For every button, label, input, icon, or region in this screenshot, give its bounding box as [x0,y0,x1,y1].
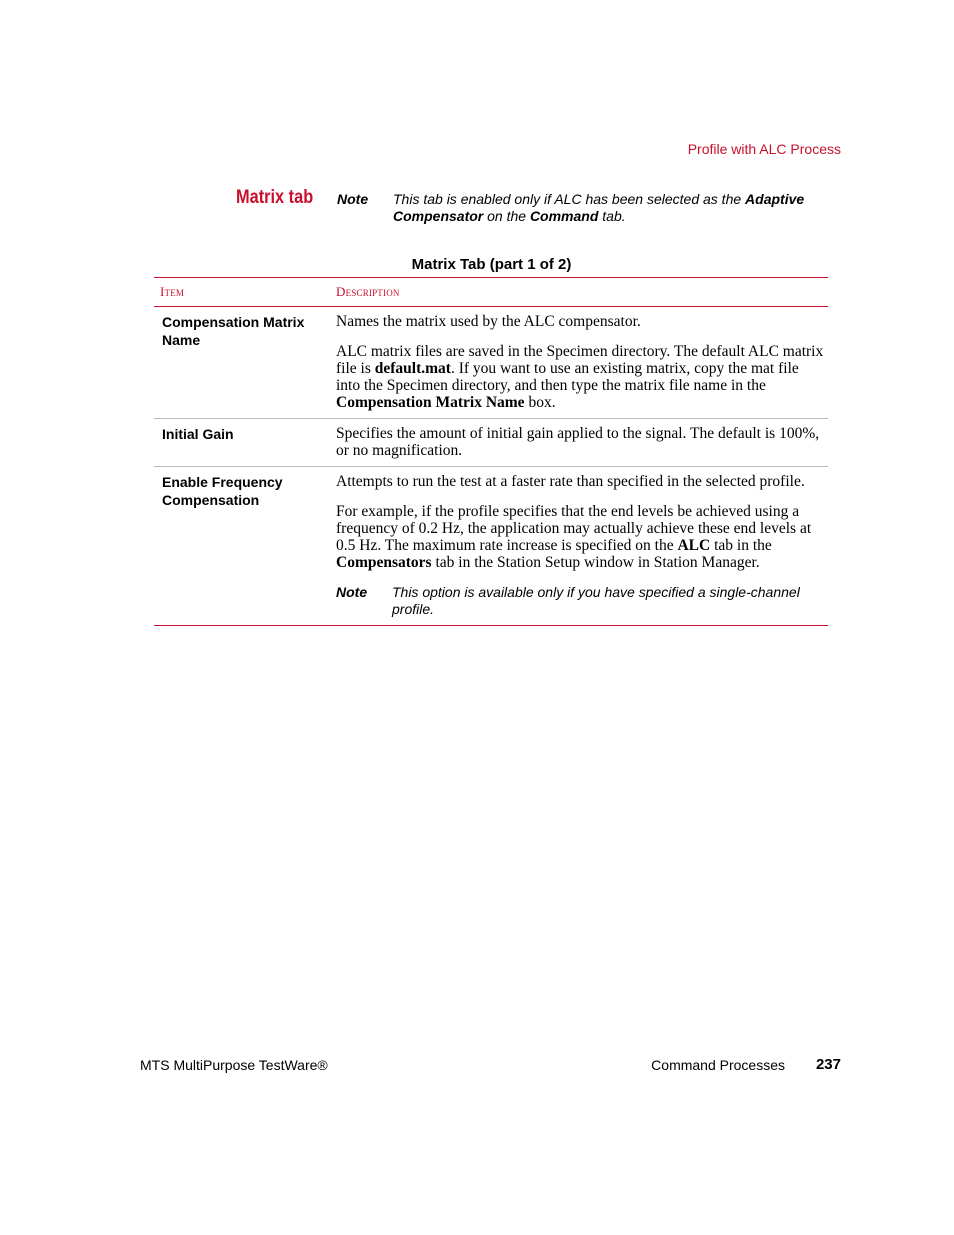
description-cell [330,467,828,626]
item-cell: Enable Frequency Compensation [154,467,330,626]
item-cell: Initial Gain [154,419,330,467]
page-number: 237 [815,1056,841,1073]
column-header-item: Item [154,278,330,307]
footer-chapter-title: Command Processes [651,1057,785,1073]
description-paragraph: Attempts to run the test at a faster rate than specified in the selected profile. [336,473,805,490]
description-paragraph: Names the matrix used by the ALC compensator. [336,313,641,330]
description-paragraph: Specifies the amount of initial gain applied to the signal. The default is 100%, or no magnification. [336,425,820,459]
table-caption: Matrix Tab (part 1 of 2) [411,256,572,273]
footer-product-name: MTS MultiPurpose TestWare® [140,1057,328,1073]
table-row [154,467,828,626]
note-label: Note [337,191,369,207]
table-header-row [154,278,828,307]
description-cell [330,419,828,467]
table-row [154,419,828,467]
description-paragraph: For example, if the profile specifies that the end levels be achieved using a frequency of 0.2 Hz, the application may actually achieve these end levels at 0.5 Hz. The maximum rate increase is specified on the ALC tab in the Compensators tab in the Station Setup window in Station Manager. [336,503,812,571]
column-header-description: Description [330,278,828,307]
note-text: This tab is enabled only if ALC has been selected as the Adaptive Compensator on the Command tab. [393,191,805,224]
section-heading: Matrix tab [236,187,314,208]
row-note [336,584,824,618]
description-paragraph: ALC matrix files are saved in the Specimen directory. The default ALC matrix file is default.mat. If you want to use an existing matrix, copy the mat file into the Specimen directory, and then type the matrix file name in the Compensation Matrix Name box. [336,343,824,411]
running-header: Profile with ALC Process [687,141,841,157]
matrix-tab-table [154,277,828,626]
description-cell [330,307,828,419]
note-label: Note [336,584,368,600]
item-cell: Compensation Matrix Name [162,314,305,348]
table-row [154,307,828,419]
note-text: This option is available only if you have specified a single-channel profile. [392,584,800,617]
